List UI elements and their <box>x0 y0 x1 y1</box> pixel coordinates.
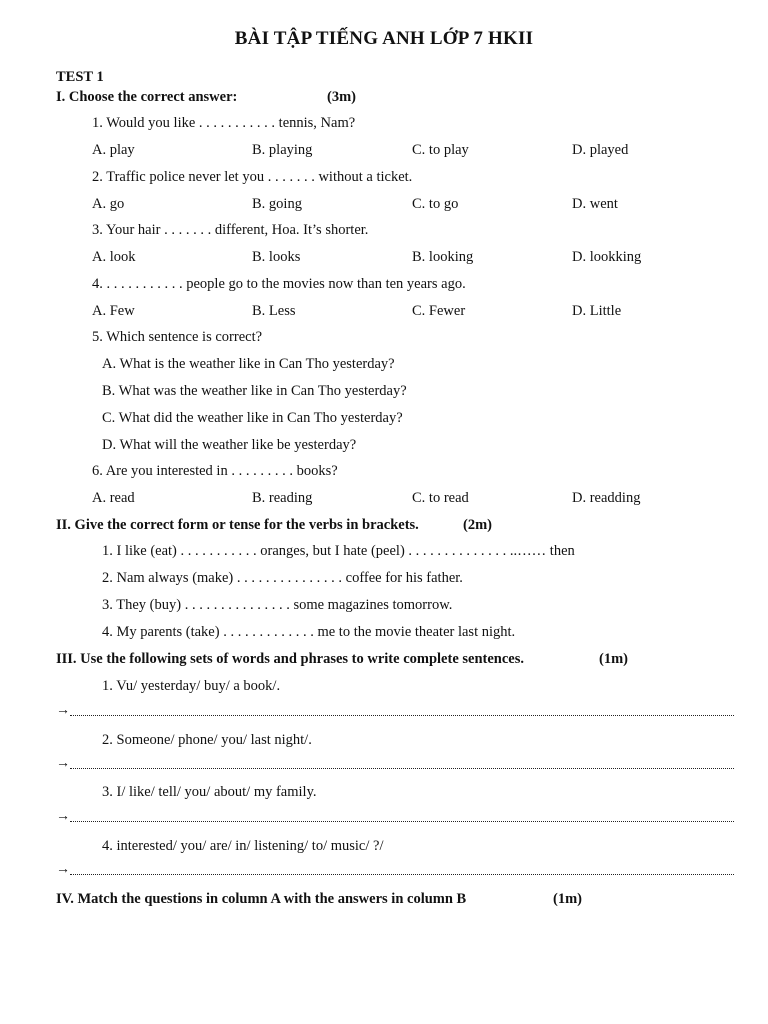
dotted-rule <box>70 768 734 769</box>
dotted-rule <box>70 715 734 716</box>
mc-2-option-c: C. to go <box>412 196 459 212</box>
mc-4-option-b: B. Less <box>252 303 296 319</box>
test-label: TEST 1 <box>56 69 104 85</box>
page-title: BÀI TẬP TIẾNG ANH LỚP 7 HKII <box>234 28 534 49</box>
section-1-points: (3m) <box>327 89 356 105</box>
section-2-heading: II. Give the correct form or tense for the verbs in brackets. <box>56 517 419 533</box>
mc-5-option-a: A. What is the weather like in Can Tho yesterday? <box>102 356 395 372</box>
mc-2-option-d: D. went <box>572 196 618 212</box>
section-1-heading: I. Choose the correct answer: <box>56 89 238 105</box>
mc-3-option-a: A. look <box>92 249 136 265</box>
mc-question-5: 5. Which sentence is correct? <box>92 329 263 345</box>
verb-item-4: 4. My parents (take) . . . . . . . . . . . . . me to the movie theater last night. <box>102 624 516 640</box>
mc-1-option-d: D. played <box>572 142 629 158</box>
mc-5-option-d: D. What will the weather like be yesterday? <box>102 437 357 453</box>
mc-question-3: 3. Your hair . . . . . . . different, Hoa. It’s shorter. <box>92 222 369 238</box>
mc-6-option-c: C. to read <box>412 490 469 506</box>
arrow-icon: → <box>56 809 70 824</box>
mc-question-6: 6. Are you interested in . . . . . . . . . books? <box>92 463 338 479</box>
section-3-points: (1m) <box>599 651 628 667</box>
arrow-icon: → <box>56 862 70 877</box>
mc-6-option-d: D. readding <box>572 490 641 506</box>
mc-1-option-c: C. to play <box>412 142 469 158</box>
section-3-heading: III. Use the following sets of words and phrases to write complete sentences. <box>56 651 524 667</box>
mc-5-option-c: C. What did the weather like in Can Tho yesterday? <box>102 410 403 426</box>
mc-2-option-b: B. going <box>252 196 302 212</box>
answer-line-3[interactable] <box>56 809 734 827</box>
mc-3-option-d: D. lookking <box>572 249 642 265</box>
mc-question-1: 1. Would you like . . . . . . . . . . . tennis, Nam? <box>92 115 356 131</box>
mc-3-option-c: B. looking <box>412 249 474 265</box>
sentence-prompt-3: 3. I/ like/ tell/ you/ about/ my family. <box>102 784 317 800</box>
answer-line-1[interactable] <box>56 703 734 721</box>
mc-question-2: 2. Traffic police never let you . . . . . . . without a ticket. <box>92 169 413 185</box>
dotted-rule <box>70 821 734 822</box>
mc-6-option-a: A. read <box>92 490 135 506</box>
sentence-prompt-4: 4. interested/ you/ are/ in/ listening/ to/ music/ ?/ <box>102 838 384 854</box>
dotted-rule <box>70 874 734 875</box>
arrow-icon: → <box>56 703 70 718</box>
mc-4-option-c: C. Fewer <box>412 303 466 319</box>
section-4-heading: IV. Match the questions in column A with the answers in column B <box>56 891 467 907</box>
section-2-points: (2m) <box>463 517 492 533</box>
answer-line-4[interactable] <box>56 862 734 880</box>
mc-6-option-b: B. reading <box>252 490 313 506</box>
mc-1-option-a: A. play <box>92 142 135 158</box>
mc-4-option-d: D. Little <box>572 303 622 319</box>
verb-item-2: 2. Nam always (make) . . . . . . . . . . . . . . . coffee for his father. <box>102 570 463 586</box>
arrow-icon: → <box>56 756 70 771</box>
mc-5-option-b: B. What was the weather like in Can Tho yesterday? <box>102 383 407 399</box>
mc-2-option-a: A. go <box>92 196 125 212</box>
verb-item-3: 3. They (buy) . . . . . . . . . . . . . . . some magazines tomorrow. <box>102 597 453 613</box>
mc-1-option-b: B. playing <box>252 142 313 158</box>
sentence-prompt-2: 2. Someone/ phone/ you/ last night/. <box>102 732 312 748</box>
answer-line-2[interactable] <box>56 756 734 774</box>
sentence-prompt-1: 1. Vu/ yesterday/ buy/ a book/. <box>102 678 281 694</box>
mc-4-option-a: A. Few <box>92 303 135 319</box>
mc-3-option-b: B. looks <box>252 249 301 265</box>
mc-question-4: 4. . . . . . . . . . . . people go to the movies now than ten years ago. <box>92 276 466 292</box>
verb-item-1: 1. I like (eat) . . . . . . . . . . . oranges, but I hate (peel) . . . . . . . . . . . . . . ..…… then <box>102 543 575 559</box>
section-4-points: (1m) <box>553 891 582 907</box>
